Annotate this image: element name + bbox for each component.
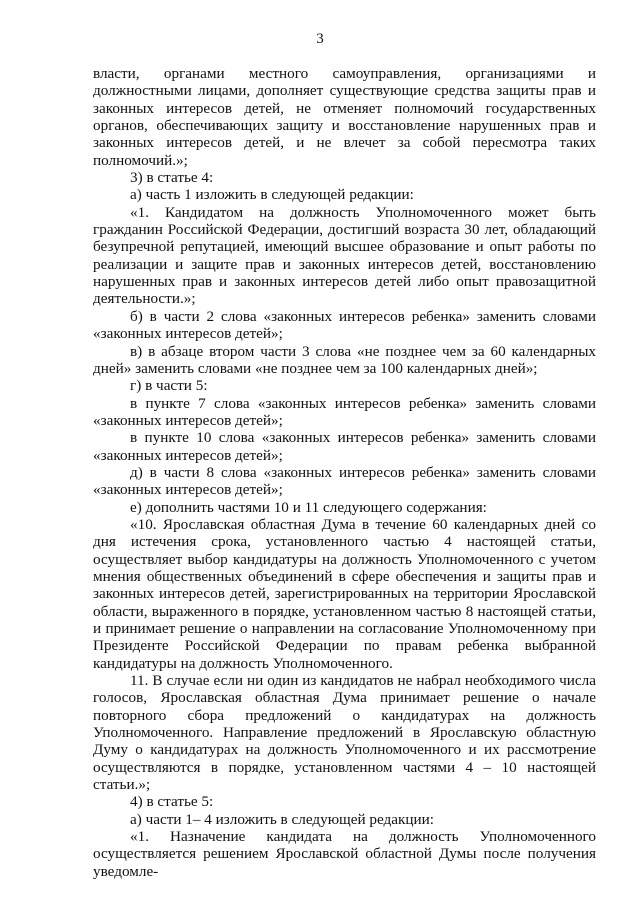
document-body <box>93 65 596 880</box>
paragraph: 3) в статье 4: <box>130 169 214 187</box>
paragraph: б) в части 2 слова «законных интересов ребенка» заменить словами «законных интересов детей»; <box>93 307 596 343</box>
paragraph: а) части 1– 4 изложить в следующей редакции: <box>130 810 434 828</box>
page-number: 3 <box>316 31 324 47</box>
paragraph: «1. Кандидатом на должность Уполномоченного может быть гражданин Российской Федерации, достигший возраста 30 лет, обладающий безупречной репутацией, имеющий высшее образование и опыт работы по реализации и защите прав и законных интересов детей, восстановлению нарушенных прав и законных интересов детей либо опыт правозащитной деятельности.»; <box>93 203 596 308</box>
paragraph: 11. В случае если ни один из кандидатов не набрал необходимого числа голосов, Ярославская областная Дума принимает решение о начале повторного сбора предложений о кандидатурах на должность Уполномоченного. Направление предложений в Ярославскую областную Думу о кандидатурах на должность Уполномоченного и их рассмотрение осуществляются в порядке, установленном частями 4 – 10 настоящей статьи.»; <box>93 672 596 794</box>
paragraph: в) в абзаце втором части 3 слова «не позднее чем за 60 календарных дней» заменить словами «не позднее чем за 100 календарных дней»; <box>93 342 596 377</box>
paragraph: е) дополнить частями 10 и 11 следующего содержания: <box>130 498 487 516</box>
paragraph: д) в части 8 слова «законных интересов ребенка» заменить словами «законных интересов детей»; <box>93 463 596 499</box>
paragraph: г) в части 5: <box>130 377 208 395</box>
paragraph: власти, органами местного самоуправления, организациями и должностными лицами, дополняет существующие средства защиты прав и законных интересов детей, не отменяет полномочий государственных органов, обеспечивающих защиту и восстановление нарушенных прав и законных интересов детей, и не влечет за собой пересмотра таких полномочий.»; <box>93 65 596 169</box>
paragraph: «10. Ярославская областная Дума в течение 60 календарных дней со дня истечения срока, установленного частью 4 настоящей статьи, осуществляет выбор кандидатуры на должность Уполномоченного с учетом мнения общественных объединений в сфере обеспечения и защиты прав и законных интересов детей, зарегистрированных на территории Ярославской области, выраженного в порядке, установленном частью 8 настоящей статьи, и принимает решение о направлении на согласование Уполномоченному при Президенте Российской Федерации по правам ребенка выбранной кандидатуры на должность Уполномоченного. <box>93 515 596 672</box>
paragraph: «1. Назначение кандидата на должность Уполномоченного осуществляется решением Ярославской областной Думы после получения уведомле- <box>93 828 596 880</box>
paragraph: а) часть 1 изложить в следующей редакции: <box>130 186 414 204</box>
paragraph: в пункте 7 слова «законных интересов ребенка» заменить словами «законных интересов детей»; <box>93 394 596 429</box>
paragraph: в пункте 10 слова «законных интересов ребенка» заменить словами «законных интересов детей»; <box>93 429 596 464</box>
paragraph: 4) в статье 5: <box>130 793 214 811</box>
